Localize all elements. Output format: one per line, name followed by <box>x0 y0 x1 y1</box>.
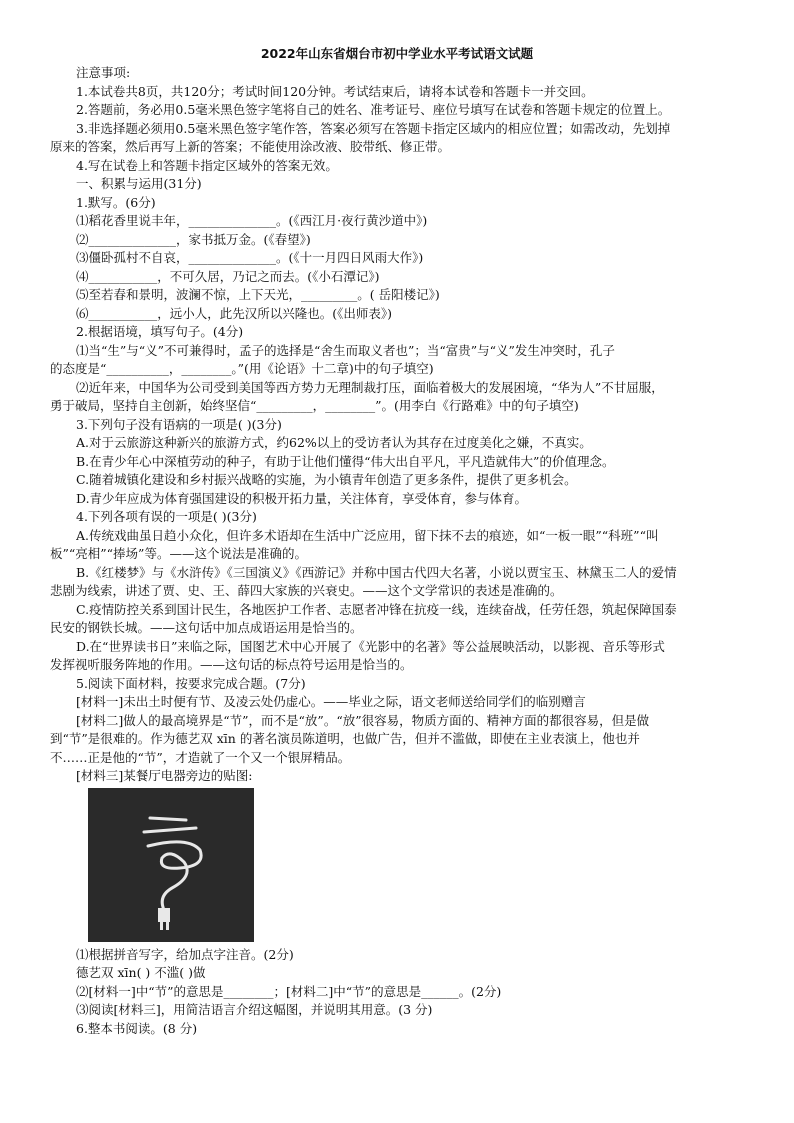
question-heading: 1.默写。(6分) <box>76 194 156 210</box>
notice-item: 3.非选择题必须用0.5毫米黑色签字笔作答，答案必须写在答题卡指定区域内的相应位置；如需改动，先划掉 <box>76 120 671 136</box>
section-heading: 一、积累与运用(31分) <box>76 176 202 191</box>
sub-question: ⑵[材料一]中“节”的意思是________；[材料二]中“节”的意思是______。(2分) <box>76 983 502 999</box>
choice-option: A.传统戏曲虽日趋小众化，但许多术语却在生活中广泛应用，留下抹不去的痕迹，如“一板一眼”“科班”“叫 <box>76 527 659 543</box>
plug-cord-icon <box>88 788 254 942</box>
notice-item-continued: 原来的答案，然后再写上新的答案；不能使用涂改液、胶带纸、修正带。 <box>50 139 451 154</box>
recitation-item: ⑵______________，家书抵万金。(《春望》) <box>76 231 311 247</box>
choice-option-continued: 悲剧为线索，讲述了贾、史、王、薛四大家族的兴衰史。——这个文学常识的表述是准确的。 <box>50 583 563 598</box>
choice-option-continued: 板”“亮相”“捧场”等。——这个说法是准确的。 <box>50 546 307 561</box>
context-item-continued: 勇于破局，坚持自主创新，始终坚信“_________，________”。(用李白《行路难》中的句子填空) <box>50 398 579 413</box>
exam-content <box>50 64 776 1038</box>
choice-option: D.在“世界读书日”来临之际，国图艺术中心开展了《光影中的名著》等公益展映活动，以影视、音乐等形式 <box>76 638 665 654</box>
choice-option: D.青少年应成为体育强国建设的积极开拓力量，关注体育，享受体育，参与体育。 <box>76 490 528 506</box>
power-plug-poster-image <box>88 788 254 942</box>
question-heading: 4.下列各项有误的一项是( )(3分) <box>76 509 257 524</box>
choice-option: B.在青少年心中深植劳动的种子，有助于让他们懂得“伟大出自平凡，平凡造就伟大”的价值理念。 <box>76 453 615 469</box>
question-heading: 3.下列句子没有语病的一项是( )(3分) <box>76 416 282 432</box>
recitation-item: ⑹___________，远小人，此先汉所以兴隆也。(《出师表》) <box>76 305 393 321</box>
question-heading: 2.根据语境，填写句子。(4分) <box>76 324 244 339</box>
choice-option: A.对于云旅游这种新兴的旅游方式，约62%以上的受访者认为其存在过度美化之嫌，不真实。 <box>76 435 592 450</box>
choice-option: B.《红楼梦》与《水浒传》《三国演义》《西游记》并称中国古代四大名著，小说以贾宝玉、林黛玉二人的爱情 <box>76 564 677 580</box>
material-two: [材料二]做人的最高境界是“节”，而不是“放”。“放”很容易，物质方面的、精神方面的都很容易，但是做 <box>76 712 650 728</box>
exam-title: 2022年山东省烟台市初中学业水平考试语文试题 <box>260 46 534 61</box>
material-three: [材料三]某餐厅电器旁边的贴图: <box>76 768 253 783</box>
choice-option: C.随着城镇化建设和乡村振兴战略的实施，为小镇青年创造了更多条件，提供了更多机会。 <box>76 472 577 487</box>
context-item: ⑴当“生”与“义”不可兼得时，孟子的选择是“舍生而取义者也”；当“富贵”与“义”发生冲突时，孔子 <box>76 342 615 358</box>
notice-item: 1.本试卷共8页，共120分；考试时间120分钟。考试结束后，请将本试卷和答题卡一并交回。 <box>76 83 594 99</box>
question-heading: 5.阅读下面材料，按要求完成合题。(7分) <box>76 675 306 691</box>
context-item: ⑵近年来，中国华为公司受到美国等西方势力无理制裁打压，面临着极大的发展困境，“华为人”不甘屈服， <box>76 379 664 395</box>
recitation-item: ⑶僵卧孤村不自哀，______________。(《十一月四日风雨大作》) <box>76 250 424 265</box>
choice-option-continued: 民安的钢铁长城。——这句话中加点成语运用是恰当的。 <box>50 620 363 635</box>
choice-option: C.疫情防控关系到国计民生，各地医护工作者、志愿者冲锋在抗疫一线，连续奋战，任劳任怨，筑起保障国泰 <box>76 601 677 617</box>
sub-question: ⑶阅读[材料三]，用简洁语言介绍这幅图，并说明其用意。(3 分) <box>76 1002 433 1017</box>
notice-heading: 注意事项: <box>76 65 131 80</box>
material-two-continued: 不……正是他的“节”，才造就了一个又一个银屏精品。 <box>50 749 351 765</box>
context-item-continued: 的态度是“__________，________。”(用《论语》十二章)中的句子填空) <box>50 361 434 376</box>
material-one: [材料一]未出土时便有节、及凌云处仍虚心。——毕业之际，语文老师送给同学们的临别赠言 <box>76 694 586 709</box>
choice-option-continued: 发挥视听服务阵地的作用。——这句话的标点符号运用是恰当的。 <box>50 657 413 672</box>
sub-question: ⑴根据拼音写字，给加点字注音。(2分) <box>76 946 294 962</box>
pinyin-blank-line: 德艺双 xīn( ) 不滥( )做 <box>76 965 206 980</box>
notice-item: 2.答题前，务必用0.5毫米黑色签字笔将自己的姓名、准考证号、座位号填写在试卷和答题卡规定的位置上。 <box>76 102 671 117</box>
notice-item: 4.写在试卷上和答题卡指定区域外的答案无效。 <box>76 157 338 173</box>
question-heading: 6.整本书阅读。(8 分) <box>76 1020 198 1036</box>
recitation-item: ⑸至若春和景明，波澜不惊，上下天光，_________。( 岳阳楼记》) <box>76 287 440 302</box>
recitation-item: ⑴稻花香里说丰年，______________。(《西江月·夜行黄沙道中》) <box>76 213 428 228</box>
recitation-item: ⑷___________，不可久居，乃记之而去。(《小石潭记》) <box>76 268 380 284</box>
material-two-continued: 到“节”是很难的。作为德艺双 xīn 的著名演员陈道明，也做广告，但并不滥做，即使在主业表演上，他也并 <box>50 731 640 746</box>
